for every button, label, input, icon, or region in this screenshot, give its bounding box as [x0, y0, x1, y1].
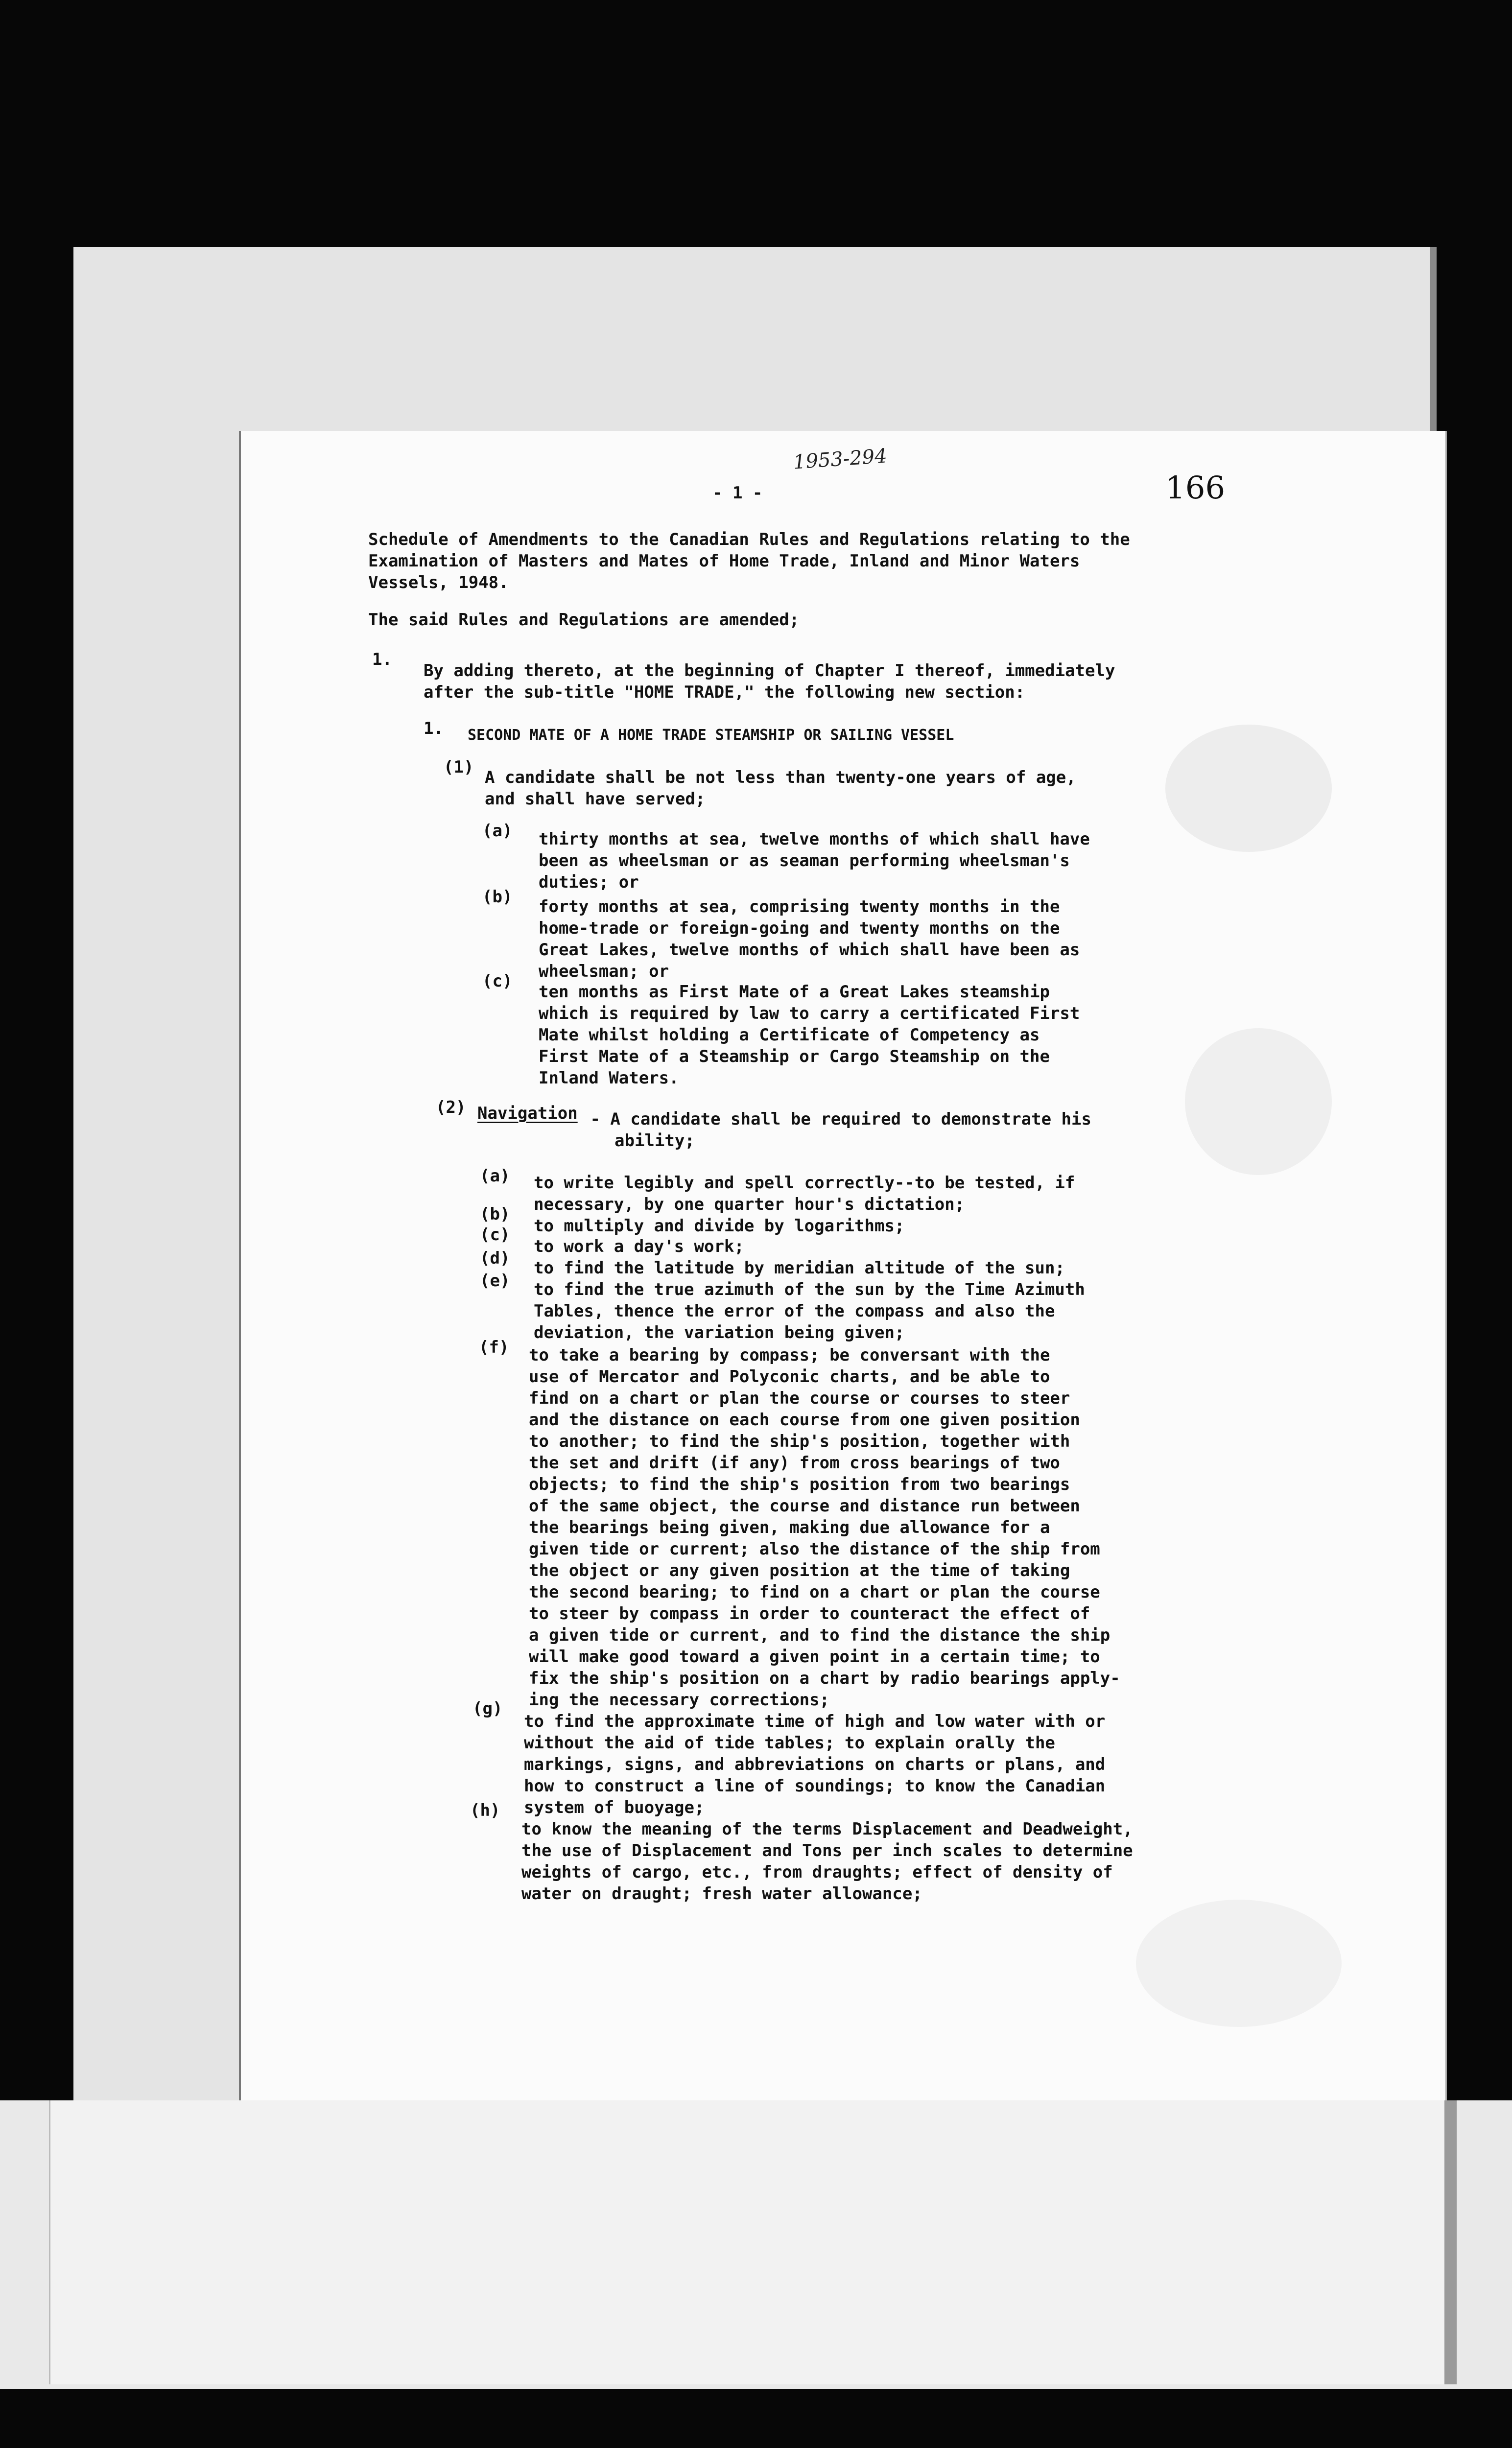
- clause-label: (a): [480, 1166, 510, 1186]
- lower-sheet-edge: [1444, 2100, 1457, 2384]
- clause-text-line: the object or any given position at the time of taking: [529, 1561, 1070, 1580]
- clause-text-line: to work a day's work;: [534, 1237, 744, 1256]
- clause-label: (f): [479, 1338, 509, 1357]
- clause-text-line: Tables, thence the error of the compass and also the: [534, 1301, 1055, 1321]
- clause-text-line: the use of Displacement and Tons per inch scales to determine: [521, 1841, 1133, 1860]
- clause-label: (e): [480, 1271, 510, 1291]
- clause-label: (c): [482, 971, 513, 991]
- clause-text-line: home-trade or foreign-going and twenty months on the: [539, 918, 1060, 938]
- clause-text-line: and the distance on each course from one given position: [529, 1410, 1080, 1430]
- clause-label: (h): [470, 1801, 500, 1820]
- clause-text-line: to another; to find the ship's position, together with: [529, 1432, 1070, 1451]
- clause-text-line: ten months as First Mate of a Great Lakes steamship: [539, 982, 1050, 1002]
- lower-sheet-front: [49, 2100, 1446, 2384]
- document-heading-line: Schedule of Amendments to the Canadian Rules and Regulations relating to the: [368, 530, 1130, 549]
- clause-text-line: to find the true azimuth of the sun by the Time Azimuth: [534, 1280, 1085, 1299]
- clause-text-line: water on draught; fresh water allowance;: [521, 1884, 922, 1904]
- clause-text-line: the second bearing; to find on a chart or plan the course: [529, 1582, 1100, 1602]
- item-number: 1.: [372, 650, 392, 669]
- clause-label: (b): [480, 1204, 510, 1224]
- clause-text-line: deviation, the variation being given;: [534, 1323, 905, 1342]
- clause-text-line: the set and drift (if any) from cross bearings of two: [529, 1453, 1060, 1473]
- clause-text-line: objects; to find the ship's position from two bearings: [529, 1475, 1070, 1494]
- clause-label: (c): [480, 1225, 510, 1245]
- clause-label: (b): [482, 887, 513, 907]
- clause-text-line: Mate whilst holding a Certificate of Competency as: [539, 1025, 1040, 1045]
- clause-text-line: find on a chart or plan the course or courses to steer: [529, 1389, 1070, 1408]
- intro-sentence: The said Rules and Regulations are amended;: [368, 610, 800, 630]
- document-heading-line: Vessels, 1948.: [368, 573, 509, 592]
- folio-number: 166: [1165, 470, 1226, 506]
- clause-text-line: how to construct a line of soundings; to know the Canadian: [524, 1776, 1106, 1796]
- clause-text-line: which is required by law to carry a certificated First: [539, 1004, 1080, 1023]
- clause-text-line: forty months at sea, comprising twenty months in the: [539, 897, 1060, 917]
- clause-text-line: Great Lakes, twelve months of which shall have been as: [539, 940, 1080, 960]
- paper-stain: [1136, 1900, 1342, 2027]
- paper-stain: [1165, 725, 1332, 852]
- clause-text-line: a given tide or current, and to find the distance the ship: [529, 1625, 1110, 1645]
- clause-text-line: markings, signs, and abbreviations on charts or plans, and: [524, 1755, 1106, 1774]
- clause-text-line: to multiply and divide by logarithms;: [534, 1216, 905, 1236]
- clause-text-line: thirty months at sea, twelve months of which shall have: [539, 829, 1090, 849]
- clause-text-line: system of buoyage;: [524, 1798, 705, 1817]
- subsection-text-line: ability;: [614, 1131, 695, 1151]
- section-title: SECOND MATE OF A HOME TRADE STEAMSHIP OR SAILING VESSEL: [468, 727, 954, 744]
- archive-reference: 1953-294: [792, 445, 888, 474]
- clause-text-line: ing the necessary corrections;: [529, 1690, 830, 1710]
- clause-text-line: given tide or current; also the distance of the ship from: [529, 1539, 1100, 1559]
- clause-text-line: fix the ship's position on a chart by radio bearings apply-: [529, 1669, 1120, 1688]
- clause-text-line: First Mate of a Steamship or Cargo Steamship on the: [539, 1047, 1050, 1066]
- clause-text-line: weights of cargo, etc., from draughts; effect of density of: [521, 1862, 1113, 1882]
- clause-text-line: to steer by compass in order to counteract the effect of: [529, 1604, 1090, 1624]
- subsection-heading: Navigation: [477, 1104, 578, 1123]
- subsection-text-line: A candidate shall be not less than twenty-one years of age,: [485, 768, 1076, 787]
- clause-text-line: of the same object, the course and distance run between: [529, 1496, 1080, 1516]
- section-number: 1.: [424, 719, 444, 738]
- clause-text-line: the bearings being given, making due allowance for a: [529, 1518, 1050, 1537]
- clause-text-line: to find the approximate time of high and low water with or: [524, 1712, 1106, 1731]
- document-heading-line: Examination of Masters and Mates of Home Trade, Inland and Minor Waters: [368, 551, 1080, 571]
- clause-label: (d): [480, 1248, 510, 1268]
- clause-label: (g): [472, 1699, 503, 1718]
- subsection-text-line: and shall have served;: [485, 789, 706, 809]
- clause-text-line: Inland Waters.: [539, 1068, 679, 1088]
- clause-text-line: to take a bearing by compass; be conversant with the: [529, 1345, 1050, 1365]
- clause-text-line: will make good toward a given point in a certain time; to: [529, 1647, 1100, 1667]
- item-text-line: By adding thereto, at the beginning of Chapter I thereof, immediately: [424, 661, 1115, 681]
- clause-text-line: necessary, by one quarter hour's dictation;: [534, 1195, 965, 1214]
- clause-text-line: without the aid of tide tables; to explain orally the: [524, 1733, 1055, 1753]
- clause-text-line: been as wheelsman or as seaman performing wheelsman's: [539, 851, 1070, 871]
- subsection-number: (1): [444, 757, 474, 777]
- page-marker: - 1 -: [712, 483, 763, 503]
- subsection-text-line: - A candidate shall be required to demonstrate his: [580, 1109, 1091, 1129]
- clause-text-line: use of Mercator and Polyconic charts, and be able to: [529, 1367, 1050, 1387]
- clause-text-line: duties; or: [539, 872, 639, 892]
- clause-text-line: wheelsman; or: [539, 962, 669, 981]
- clause-text-line: to find the latitude by meridian altitude of the sun;: [534, 1258, 1065, 1278]
- clause-label: (a): [482, 821, 513, 841]
- clause-text-line: to write legibly and spell correctly--to be tested, if: [534, 1173, 1075, 1193]
- item-text-line: after the sub-title "HOME TRADE," the following new section:: [424, 683, 1025, 702]
- subsection-number: (2): [436, 1098, 466, 1117]
- paper-stain: [1185, 1028, 1332, 1175]
- clause-text-line: to know the meaning of the terms Displacement and Deadweight,: [521, 1819, 1133, 1839]
